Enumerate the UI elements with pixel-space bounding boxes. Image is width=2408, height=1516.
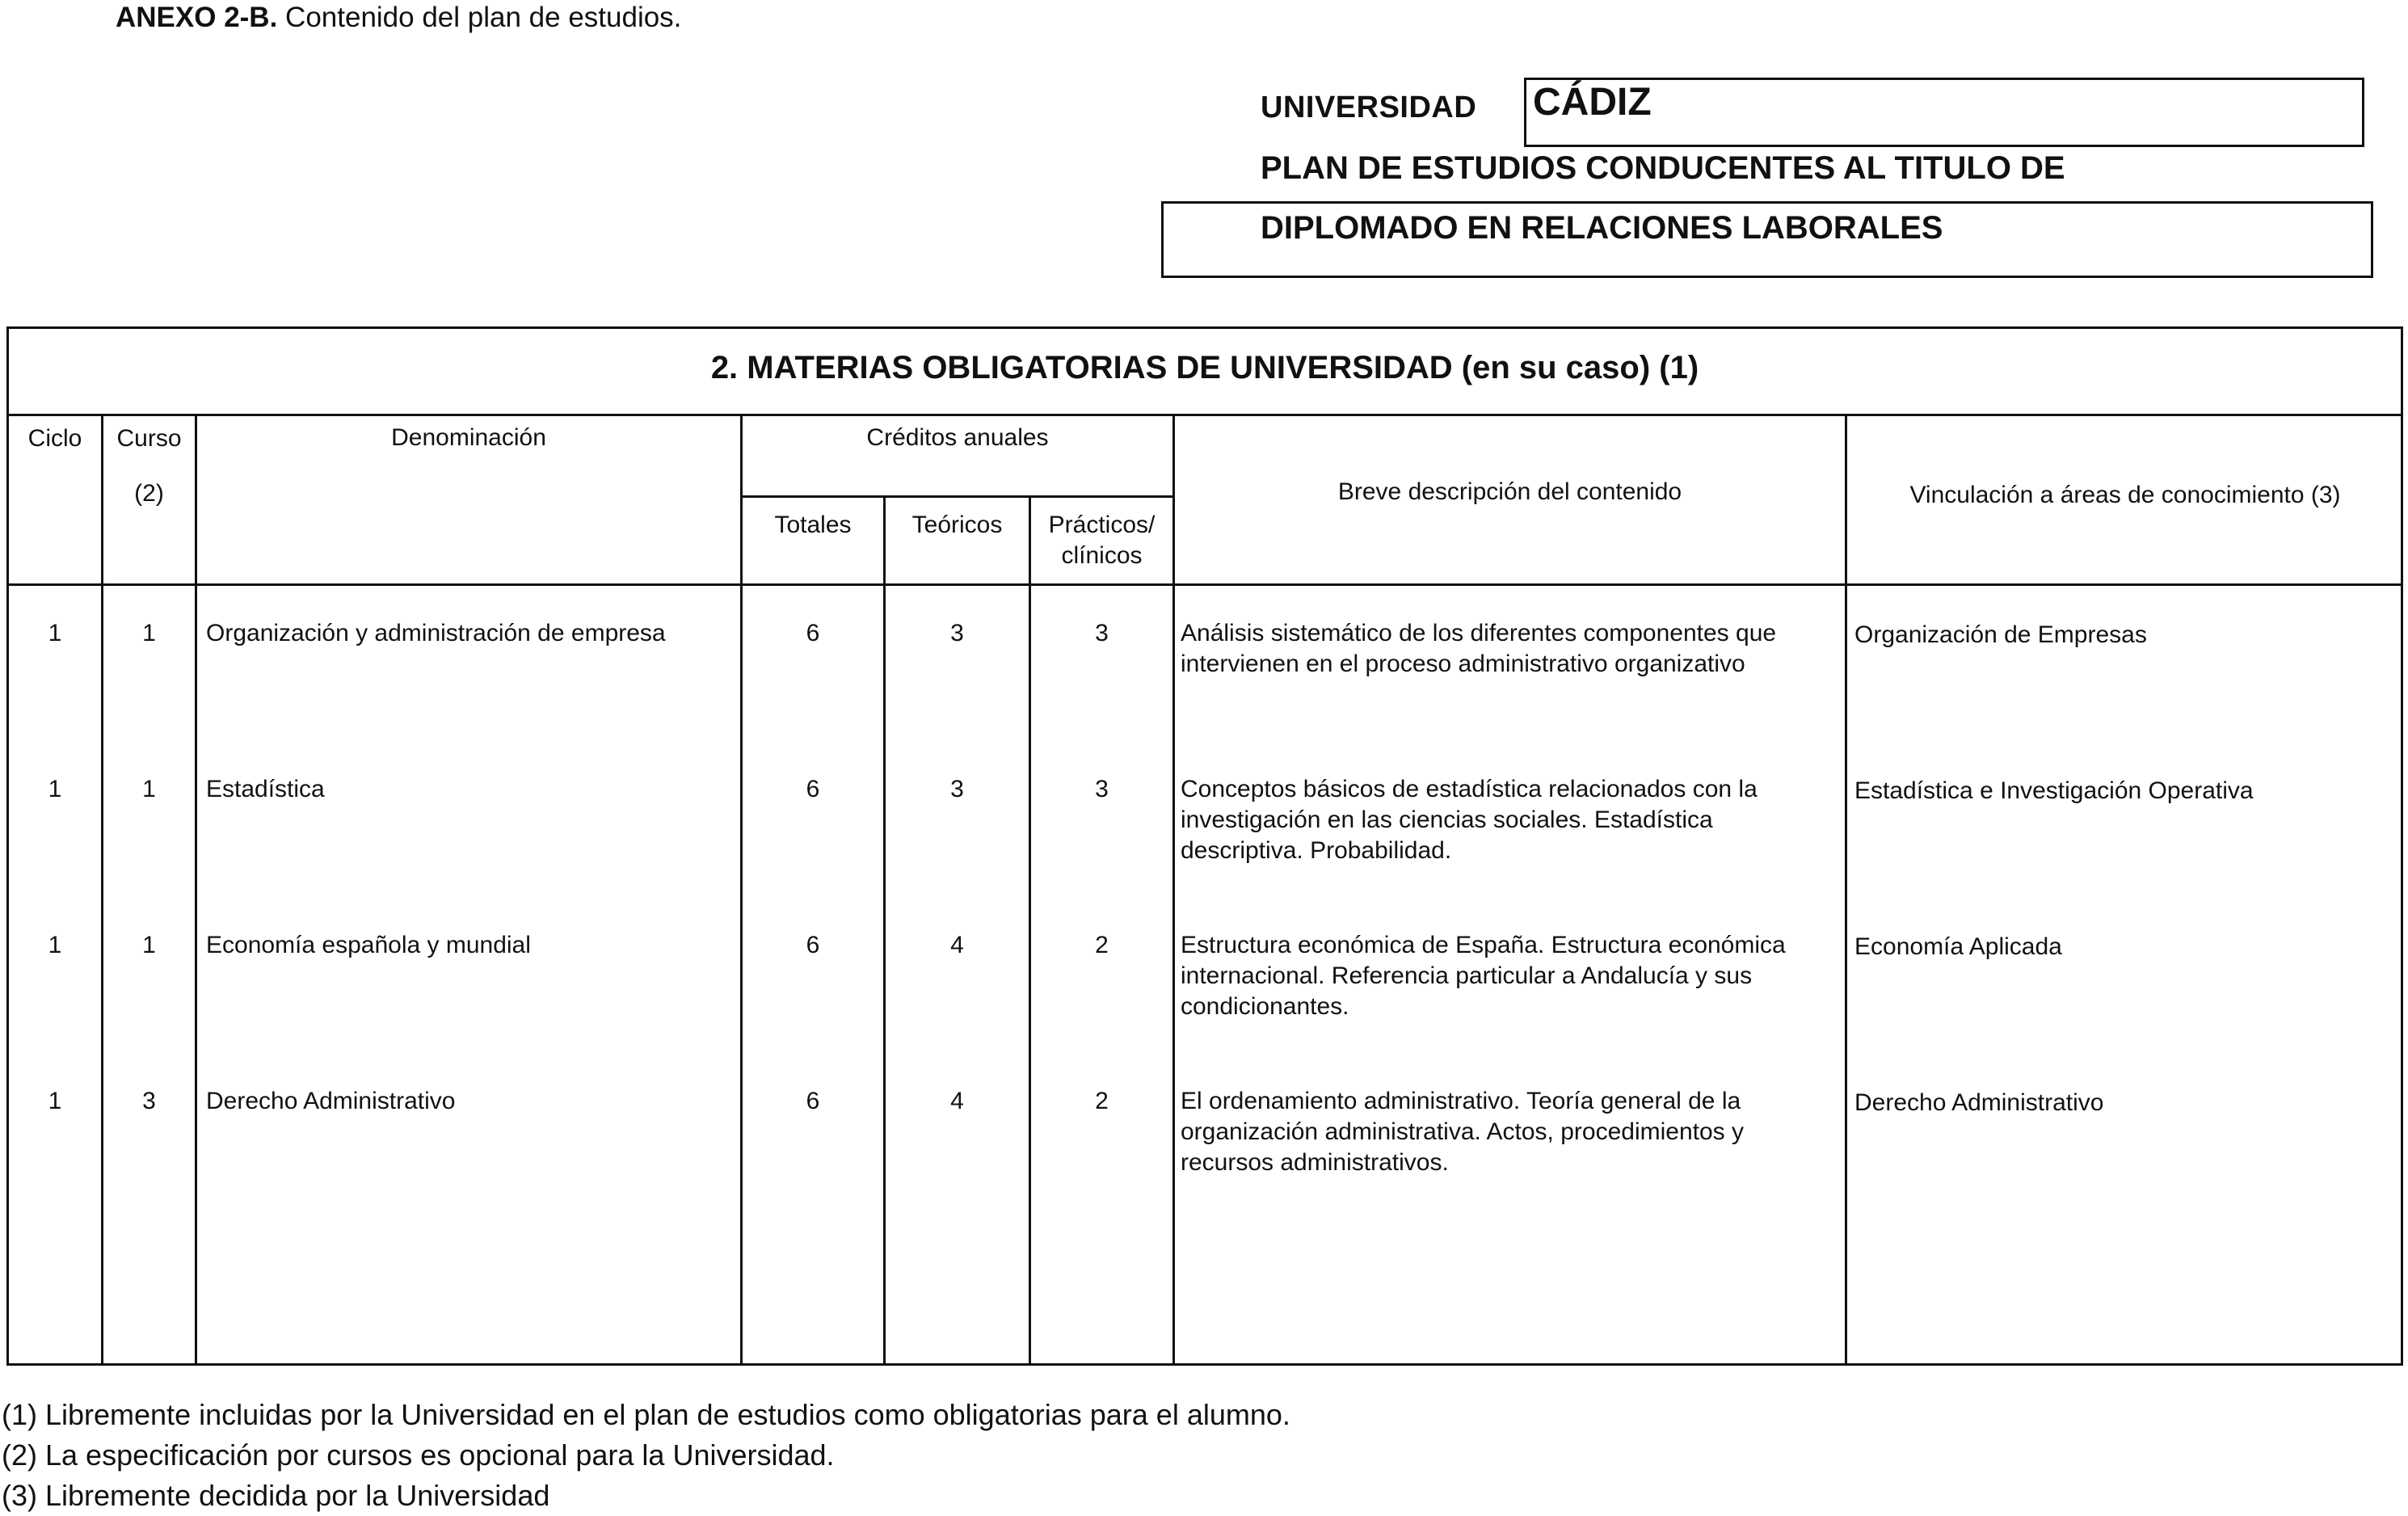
row-vinculacion: Estadística e Investigación Operativa: [1854, 777, 2254, 804]
row-curso: 1: [142, 776, 156, 802]
footnote-1: (1) Libremente incluidas por la Universidad en el plan de estudios como obligatorias para el alumno.: [2, 1398, 1290, 1431]
rule-below-header: [9, 583, 2401, 586]
row-curso: 1: [142, 932, 156, 958]
row-practicos: 3: [1095, 776, 1109, 802]
footnote-2: (2) La especificación por cursos es opcional para la Universidad.: [2, 1438, 835, 1472]
row-ciclo: 1: [48, 1088, 62, 1114]
row-curso: 3: [142, 1088, 156, 1114]
header-creditos: Créditos anuales: [866, 424, 1049, 451]
row-teoricos: 3: [950, 620, 964, 646]
rule-col-1: [101, 414, 103, 1366]
rule-col-6: [1172, 414, 1175, 1366]
rule-below-title: [9, 414, 2401, 416]
table-title: 2. MATERIAS OBLIGATORIAS DE UNIVERSIDAD (en su caso) (1): [710, 350, 1699, 385]
row-teoricos: 4: [950, 1088, 964, 1114]
row-totales: 6: [806, 1088, 820, 1114]
row-practicos: 2: [1095, 932, 1109, 958]
footnotes: [2, 1395, 1290, 1516]
row-totales: 6: [806, 932, 820, 958]
header-practicos: Prácticos/ clínicos: [1048, 512, 1156, 569]
row-teoricos: 4: [950, 932, 964, 958]
header-denominacion: Denominación: [391, 424, 546, 451]
row-practicos: 3: [1095, 620, 1109, 646]
row-curso: 1: [142, 620, 156, 646]
degree-title: DIPLOMADO EN RELACIONES LABORALES: [1261, 210, 1943, 246]
header-curso-note: (2): [134, 480, 164, 507]
row-ciclo: 1: [48, 932, 62, 958]
header-ciclo: Ciclo: [27, 425, 82, 452]
header-descripcion: Breve descripción del contenido: [1337, 478, 1682, 505]
row-ciclo: 1: [48, 776, 62, 802]
row-totales: 6: [806, 620, 820, 646]
row-denominacion: Derecho Administrativo: [206, 1088, 456, 1114]
row-teoricos: 3: [950, 776, 964, 802]
row-denominacion: Economía española y mundial: [206, 932, 531, 958]
plan-line: PLAN DE ESTUDIOS CONDUCENTES AL TITULO DE: [1261, 150, 2065, 186]
row-vinculacion: Derecho Administrativo: [1854, 1089, 2104, 1116]
row-descripcion: Estructura económica de España. Estructura económica internacional. Referencia particular a Andalucía y sus condicionantes.: [1181, 932, 1786, 1020]
university-value: CÁDIZ: [1533, 81, 1652, 124]
university-box: [1524, 78, 2364, 147]
row-denominacion: Organización y administración de empresa: [206, 620, 666, 646]
row-vinculacion: Organización de Empresas: [1854, 621, 2147, 648]
annex-text: Contenido del plan de estudios.: [285, 2, 682, 33]
row-descripcion: Conceptos básicos de estadística relacionados con la investigación en las ciencias sociales. Estadística descriptiva. Probabilidad.: [1181, 776, 1758, 864]
row-vinculacion: Economía Aplicada: [1854, 933, 2062, 960]
row-ciclo: 1: [48, 620, 62, 646]
header-curso: Curso: [116, 425, 182, 452]
row-descripcion: Análisis sistemático de los diferentes componentes que intervienen en el proceso administrativo organizativo: [1181, 620, 1777, 677]
row-denominacion: Estadística: [206, 776, 325, 802]
rule-col-7: [1845, 414, 1847, 1366]
footnote-3: (3) Libremente decidida por la Universidad: [2, 1479, 550, 1512]
row-practicos: 2: [1095, 1088, 1109, 1114]
annex-heading: [116, 0, 681, 36]
degree-box: [1161, 201, 2373, 278]
annex-code: ANEXO 2-B.: [116, 2, 278, 33]
rule-col-3: [740, 414, 743, 1366]
row-descripcion: El ordenamiento administrativo. Teoría general de la organización administrativa. Actos, procedimientos y recursos administrativos.: [1181, 1088, 1745, 1176]
header-vinculacion: Vinculación a áreas de conocimiento (3): [1909, 482, 2341, 508]
header-totales: Totales: [774, 512, 852, 538]
rule-col-2: [195, 414, 197, 1366]
header-teoricos: Teóricos: [911, 512, 1003, 538]
subjects-table: [6, 326, 2403, 1366]
rule-credits-split: [740, 495, 1172, 498]
university-label: UNIVERSIDAD: [1261, 91, 1477, 124]
row-totales: 6: [806, 776, 820, 802]
